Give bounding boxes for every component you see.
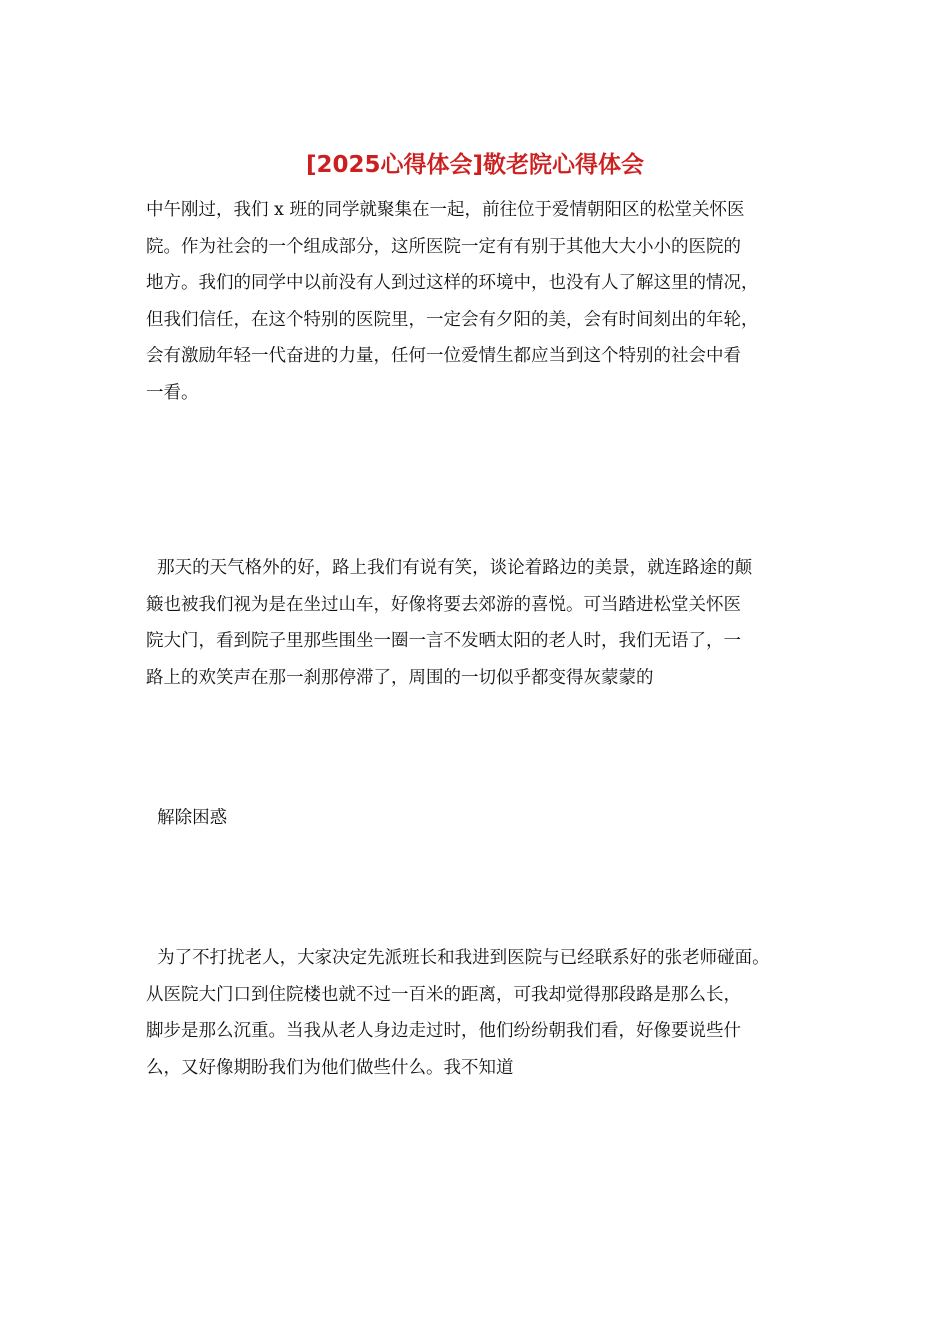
text-line: 脚步是那么沉重。当我从老人身边走过时，他们纷纷朝我们看，好像要说些什: [146, 1021, 741, 1041]
text-line: 但我们信任，在这个特别的医院里，一定会有夕阳的美，会有时间刻出的年轮，: [146, 309, 759, 330]
text-line: 中午刚过，我们 x 班的同学就聚集在一起，前往位于爱情朝阳区的松堂关怀医: [146, 200, 745, 220]
text-line: 么，又好像期盼我们为他们做些什么。我不知道: [146, 1057, 514, 1078]
text-line: 会有激励年轻一代奋进的力量，任何一位爱情生都应当到这个特别的社会中看: [146, 346, 741, 366]
section-heading-text: 解除困惑: [146, 808, 228, 828]
text-line: 地方。我们的同学中以前没有人到过这样的环境中，也没有人了解这里的情况，: [146, 273, 759, 293]
text-line: 那天的天气格外的好，路上我们有说有笑，谈论着路边的美景，就连路途的颠: [146, 558, 753, 578]
paragraph-visit-intro: [146, 192, 826, 411]
text-line: 为了不打扰老人，大家决定先派班长和我进到医院与已经联系好的张老师碰面。: [146, 948, 770, 968]
document-title: [2025心得体会]敬老院心得体会: [305, 152, 645, 178]
text-line: 院。作为社会的一个组成部分，这所医院一定有有别于其他大大小小的医院的: [146, 236, 741, 257]
text-line: 簸也被我们视为是在坐过山车，好像将要去郊游的喜悦。可当踏进松堂关怀医: [146, 594, 741, 615]
text-line: 从医院大门口到住院楼也就不过一百米的距离，可我却觉得那段路是那么长，: [146, 984, 741, 1005]
text-line: 院大门，看到院子里那些围坐一圈一言不发晒太阳的老人时，我们无语了，一: [146, 631, 741, 651]
paragraph-meeting: [146, 940, 826, 1086]
text-line: 一看。: [146, 382, 199, 403]
paragraph-arrival: [146, 550, 826, 696]
section-heading: [146, 800, 826, 837]
text-line: 路上的欢笑声在那一刹那停滞了，周围的一切似乎都变得灰蒙蒙的: [146, 667, 654, 688]
